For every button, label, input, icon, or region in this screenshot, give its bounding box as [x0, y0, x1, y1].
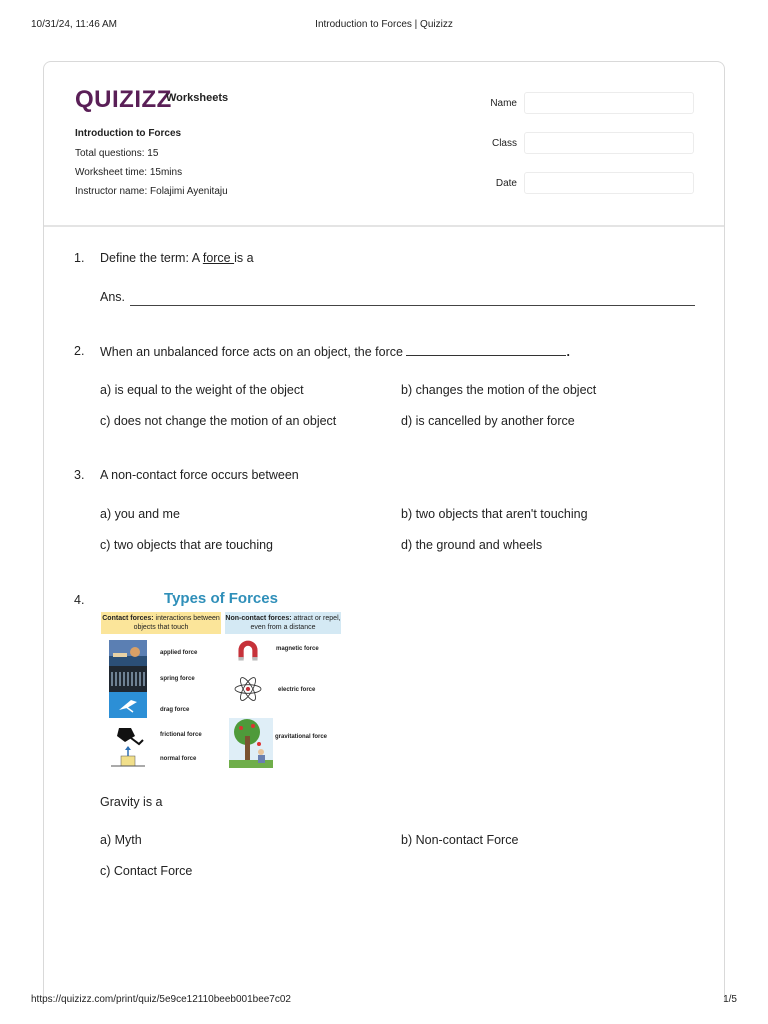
question-text: A non-contact force occurs between: [100, 468, 299, 482]
instructor-name: Instructor name: Folajimi Ayenitaju: [75, 186, 228, 197]
logo-subtitle: Worksheets: [166, 92, 229, 104]
contact-label-applied: applied force: [160, 650, 198, 656]
q4-question-text: [100, 795, 163, 809]
q2-period: .: [566, 345, 570, 359]
normal-force-icon: [109, 746, 147, 772]
contact-label-frictional: frictional force: [160, 732, 202, 738]
drag-force-icon: [109, 692, 147, 718]
fill-in-blank: [406, 344, 566, 356]
print-datetime: 10/31/24, 11:46 AM: [31, 19, 117, 30]
name-field[interactable]: [524, 92, 694, 114]
q1-text-end: is a: [234, 251, 254, 265]
quizizz-logo: QUIZIZZ: [75, 86, 172, 113]
page-count: 1/5: [723, 994, 737, 1005]
applied-force-icon: [109, 640, 147, 666]
gravitational-force-icon: [229, 718, 273, 768]
worksheet-time: Worksheet time: 15mins: [75, 167, 183, 178]
non-contact-label-gravitational: gravitational force: [275, 734, 328, 740]
question-text: [100, 251, 254, 265]
contact-label-spring: spring force: [160, 676, 195, 682]
worksheet-header: [44, 62, 724, 227]
q4-option-b[interactable]: b) Non-contact Force: [401, 833, 519, 847]
q2-option-a[interactable]: a) is equal to the weight of the object: [100, 383, 304, 397]
non-contact-forces-header: [225, 612, 341, 634]
print-url: https://quizizz.com/print/quiz/5e9ce12110beeb001bee7c02: [31, 994, 291, 1005]
question-number: 3.: [74, 468, 85, 482]
q1-underlined-word: force: [202, 251, 235, 265]
non-contact-label-magnetic: magnetic force: [276, 646, 319, 652]
total-questions: Total questions: 15: [75, 148, 159, 159]
q3-option-d[interactable]: d) the ground and wheels: [401, 538, 543, 552]
non-contact-label-electric: electric force: [278, 687, 316, 693]
contact-forces-header: [101, 612, 221, 634]
class-field[interactable]: [524, 132, 694, 154]
question-number: 2.: [74, 344, 85, 358]
spring-force-icon: [109, 666, 147, 692]
answer-label: Ans.: [100, 290, 126, 304]
question-number: 4.: [74, 593, 85, 607]
answer-line[interactable]: [130, 305, 695, 306]
figure-title: Types of Forces: [164, 590, 278, 607]
contact-header-bold: Contact forces:: [102, 615, 154, 622]
q2-text: When an unbalanced force acts on an object, the force: [100, 345, 403, 359]
print-page-title: Introduction to Forces | Quizizz: [315, 19, 453, 30]
class-label: Class: [491, 138, 517, 149]
q1-text-start: Define the term: A: [100, 251, 203, 265]
types-of-forces-figure: [101, 590, 346, 770]
name-label: Name: [490, 98, 517, 109]
non-contact-header-bold: Non-contact forces:: [225, 615, 292, 622]
q4-option-a[interactable]: a) Myth: [100, 833, 142, 847]
contact-label-normal: normal force: [160, 756, 197, 762]
contact-header-text: interactions between objects that touch: [133, 615, 220, 631]
magnetic-force-icon: [229, 638, 267, 664]
quiz-title: Introduction to Forces: [75, 128, 182, 139]
q2-option-c[interactable]: c) does not change the motion of an object: [100, 414, 337, 428]
q2-option-b[interactable]: b) changes the motion of the object: [401, 383, 597, 397]
q4-option-c[interactable]: c) Contact Force: [100, 864, 193, 878]
frictional-force-icon: [109, 722, 147, 748]
question-text: Gravity is a: [100, 795, 163, 809]
q2-option-d[interactable]: d) is cancelled by another force: [401, 414, 575, 428]
date-label: Date: [495, 178, 517, 189]
q3-option-b[interactable]: b) two objects that aren't touching: [401, 507, 588, 521]
q3-option-c[interactable]: c) two objects that are touching: [100, 538, 274, 552]
question-number: 1.: [74, 251, 85, 265]
q3-option-a[interactable]: a) you and me: [100, 507, 180, 521]
date-field[interactable]: [524, 172, 694, 194]
worksheet-card: [43, 61, 725, 1001]
electric-force-icon: [229, 676, 267, 702]
question-text: [100, 344, 570, 359]
non-contact-header-text: attract or repel, even from a distance: [250, 615, 341, 631]
contact-label-drag: drag force: [160, 707, 190, 713]
